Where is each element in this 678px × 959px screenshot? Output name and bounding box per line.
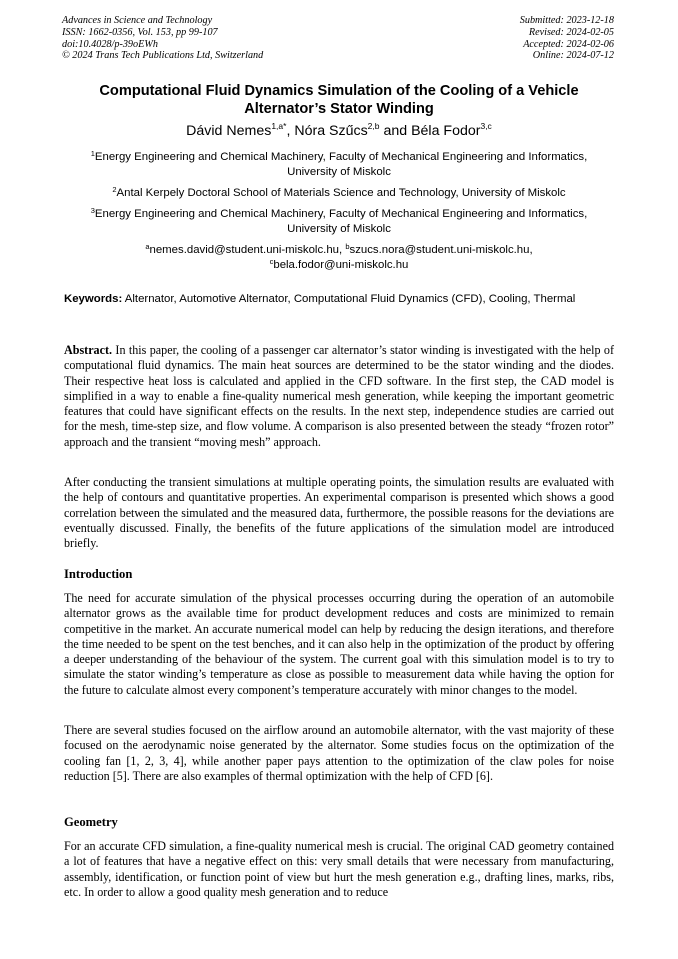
author-name: Béla Fodor: [411, 123, 481, 139]
introduction-paragraph: There are several studies focused on the airflow around an automobile alternator, with the vast majority of these focused on the aerodynamic noise generated by the alternator. Some studies focus on the optimization of the cooling fan [1, 2, 3, 4], while another paper pays attention to the optimization of the claw poles for noise reduction [5]. There are also examples of thermal optimization with the help of CFD [6].: [64, 723, 614, 783]
date-online: Online: 2024-07-12: [532, 50, 614, 62]
email-link[interactable]: bela.fodor@uni-miskolc.hu: [273, 258, 409, 271]
affiliation-number: 1: [90, 149, 95, 158]
journal-info: [62, 15, 263, 62]
submission-dates: [520, 15, 614, 62]
affiliation-number: 2: [112, 185, 117, 194]
affiliation-number: 3: [90, 206, 95, 215]
section-heading-geometry: Geometry: [64, 815, 118, 829]
author-name: Dávid Nemes: [186, 123, 272, 139]
journal-copyright: © 2024 Trans Tech Publications Ltd, Switzerland: [62, 50, 264, 62]
email-marker: b: [345, 242, 350, 251]
keywords-label: Keywords:: [64, 293, 123, 305]
email-link[interactable]: nemes.david@student.uni-miskolc.hu,: [149, 244, 346, 256]
abstract-text: In this paper, the cooling of a passenger car alternator’s stator winding is investigated with the help of computational fluid dynamics. The main heat sources are determined to be the stator winding and the diodes. Their respective heat loss is calculated and applied in the CFD software. In the first step, the CAD model is simplified in a way to enable a fine-quality numerical mesh generation, while keeping the important geometric features that could have significant effects on the results. In the next step, independence studies are carried out for the mesh, time-step size, and flow volume. A comparison is also presented between the steady “frozen rotor” approach and the transient “moving mesh” approach.: [64, 343, 614, 449]
title-line: Computational Fluid Dynamics Simulation of the Cooling of a Vehicle: [99, 83, 579, 99]
title-line: Alternator’s Stator Winding: [244, 101, 434, 117]
author-separator: ,: [286, 123, 295, 139]
affiliation-text: University of Miskolc: [287, 222, 391, 235]
author-superscript: 1,a*: [271, 121, 287, 131]
keywords: [64, 292, 614, 306]
email-marker: c: [269, 256, 274, 266]
date-submitted: Submitted: 2023-12-18: [519, 15, 614, 26]
author-superscript: 2,b: [367, 121, 380, 131]
geometry-paragraph: For an accurate CFD simulation, a fine-quality numerical mesh is crucial. The original CAD geometry contained a lot of features that have a negative effect on this: very small details that were necessary from manufacturing, assembly, identification, or function point of view but hurt the mesh generation e.g., drafting lines, marks, ribs, etc. In order to allow a good quality mesh generation and to reduce: [64, 839, 614, 899]
date-revised: Revised: 2024-02-05: [528, 26, 614, 38]
affiliation-text: Energy Engineering and Chemical Machinery, Faculty of Mechanical Engineering and Informatics,: [94, 208, 588, 220]
author-name: Nóra Szűcs: [294, 123, 368, 139]
journal-issn: ISSN: 1662-0356, Vol. 153, pp 99-107: [62, 26, 218, 38]
abstract-paragraph: After conducting the transient simulations at multiple operating points, the simulation results are evaluated with the help of contours and quantitative properties. An experimental comparison is presented which shows a good correlation between the simulated and the measured data, furthermore, the possible reasons for the deviations are eventually discussed. Finally, the benefits of the future applications of the simulation model are introduced briefly.: [64, 475, 614, 551]
affiliation-text: Energy Engineering and Chemical Machinery, Faculty of Mechanical Engineering and Informatics,: [94, 151, 588, 163]
author-emails: [50, 243, 628, 272]
journal-name: Advances in Science and Technology: [62, 15, 213, 26]
author-list: [40, 122, 638, 140]
abstract-label: Abstract.: [64, 343, 113, 357]
email-link[interactable]: szucs.nora@student.uni-miskolc.hu,: [349, 244, 533, 256]
section-heading-introduction: Introduction: [64, 567, 133, 581]
author-superscript: 3,c: [480, 121, 492, 131]
keywords-text: Alternator, Automotive Alternator, Computational Fluid Dynamics (CFD), Cooling, Thermal: [122, 293, 576, 305]
affiliation: [50, 150, 628, 179]
affiliation: [50, 207, 628, 236]
introduction-paragraph: The need for accurate simulation of the physical processes occurring during the operation of an automobile alternator grows as the available time for product development reduces and costs are minimized to remain competitive in the market. An accurate numerical model can help by reducing the design iterations, and therefore the time needed to be spent on the test benches, and it can also help in the optimization of the product by offering a deeper understanding of the behaviour of the system. The current goal with this simulation model is to try to simulate the stator winding’s temperature as close as possible to measurement data while having the option for the future to calculate almost every component’s temperature accurately with minor changes to the model.: [64, 591, 614, 697]
date-accepted: Accepted: 2024-02-06: [523, 38, 614, 50]
abstract-paragraph: [64, 343, 614, 450]
affiliation-text: Antal Kerpely Doctoral School of Materials Science and Technology, University of Miskolc: [116, 187, 566, 199]
paper-title: [40, 82, 638, 118]
affiliation: [50, 186, 628, 201]
author-separator: and: [379, 123, 412, 139]
affiliation-text: University of Miskolc: [287, 165, 391, 178]
journal-doi: doi:10.4028/p-39oEWh: [62, 38, 158, 50]
email-marker: a: [145, 242, 150, 251]
